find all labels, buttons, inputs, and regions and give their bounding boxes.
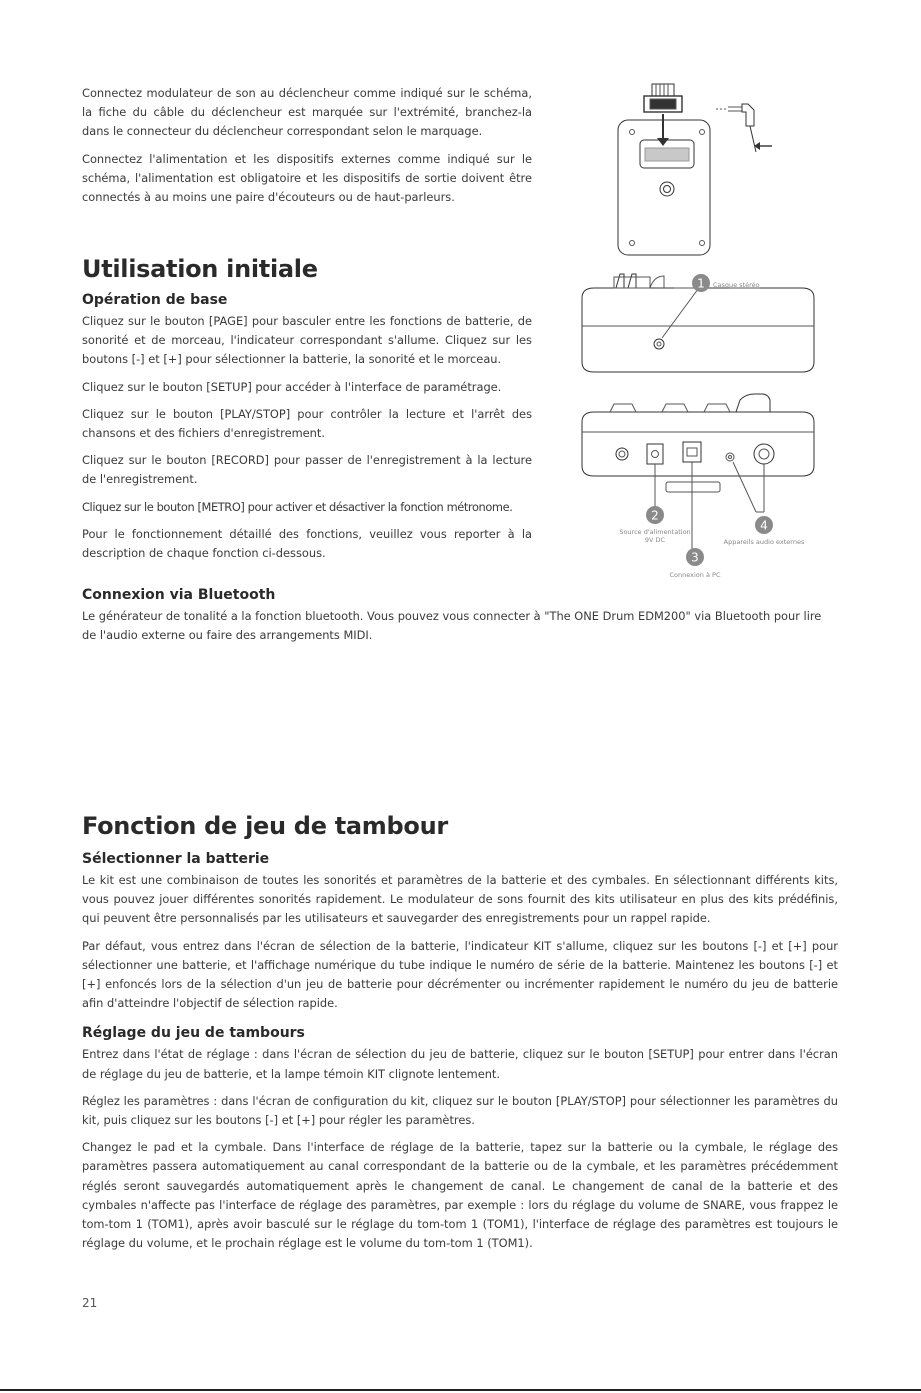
paragraph-play-stop-button: Cliquez sur le bouton [PLAY/STOP] pour contrôler la lecture et l'arrêt des chansons et des fichiers d'enregistrement.: [82, 406, 532, 441]
callout-1-number: 1: [697, 276, 705, 291]
intro-paragraph-connect-power: Connectez l'alimentation et les dispositifs externes comme indiqué sur le schéma, l'alimentation est obligatoire et les dispositifs de sortie doivent être connectés à au moins une paire d'écouteurs ou de haut-parleurs.: [82, 151, 532, 205]
callout-2-power: [619, 506, 690, 544]
subsection-title-bluetooth: Connexion via Bluetooth: [82, 587, 276, 603]
callout-3-caption: Connexion à PC: [669, 571, 721, 579]
audio-jack-plug-icon: [716, 104, 772, 152]
paragraph-setup-button: Cliquez sur le bouton [SETUP] pour accéder à l'interface de paramétrage.: [82, 379, 502, 394]
paragraph-record-button: Cliquez sur le bouton [RECORD] pour passer de l'enregistrement à la lecture de l'enregistrement.: [82, 453, 532, 487]
bottom-rule: [0, 1389, 921, 1391]
paragraph-adjust-parameters: Réglez les paramètres : dans l'écran de configuration du kit, cliquez sur le bouton [PLAY/STOP] pour sélectionner les paramètres du kit, puis cliquez sur les boutons [-] et [+] pour régler les paramètres.: [82, 1093, 838, 1128]
callout-1-caption: Casque stéréo: [713, 281, 760, 289]
callout-2-caption-line1: Source d'alimentation: [619, 528, 691, 536]
callout-2-caption-line2: 9V DC: [644, 536, 666, 544]
callout-2-number: 2: [651, 508, 659, 523]
drum-function-section: [82, 811, 838, 1261]
paragraph-bluetooth: Le générateur de tonalité a la fonction bluetooth. Vous pouvez vous connecter à "The ONE Drum EDM200" via Bluetooth pour lire de l'audio externe ou faire des arrangements MIDI.: [82, 609, 822, 643]
page-number: 21: [82, 1296, 98, 1310]
callout-4-caption: Appareils audio externes: [723, 538, 805, 546]
paragraph-change-pad: Changez le pad et la cymbale. Dans l'interface de réglage de la batterie, tapez sur la batterie ou la cymbale, le réglage des paramètres passera automatiquement au canal correspondant de la batterie ou de la cymbale, et les paramètres précédemment réglés seront sauvegardés automatiquement après le changement de canal. Le changement de canal de la batterie et des cymbales n'affecte pas l'interface de réglage des paramètres, par exemple : lors du réglage du volume de SNARE, vous frappez le tom-tom 1 (TOM1), après avoir basculé sur le réglage du tom-tom 1 (TOM1), l'interface de réglage des paramètres est toujours le réglage du volume, et le prochain réglage est le volume du tom-tom 1 (TOM1).: [82, 1140, 838, 1251]
callout-4-audio-devices: [724, 516, 805, 546]
initial-use-section: [82, 254, 532, 571]
paragraph-metro-button: Cliquez sur le bouton [METRO] pour activer et désactiver la fonction métronome.: [82, 499, 513, 514]
intro-paragraph-connect-module: Connectez modulateur de son au déclencheur comme indiqué sur le schéma, la fiche du câble du déclencheur est marquée sur l'extrémité, branchez-la dans le connecteur du déclencheur correspondant selon le marquage.: [82, 86, 532, 139]
callout-3-number: 3: [691, 550, 699, 565]
paragraph-kit-definition: Le kit est une combinaison de toutes les sonorités et paramètres de la batterie et des cymbales. En sélectionnant différents kits, vous pouvez jouer différentes sonorités rapidement. Le modulateur de sons fournit des kits utilisateur en plus des kits prédéfinis, qui peuvent être personnalisés par les utilisateurs et sauvegarder des enregistrements pour un rappel rapide.: [82, 873, 838, 926]
bluetooth-section: [82, 585, 838, 653]
subsection-title-select-kit: Sélectionner la batterie: [82, 851, 270, 867]
intro-section: [82, 84, 532, 215]
callout-1-headphone: [692, 274, 760, 292]
paragraph-kit-default-selection: Par défaut, vous entrez dans l'écran de sélection de la batterie, l'indicateur KIT s'allume, cliquez sur les boutons [-] et [+] pour sélectionner une batterie, et l'affichage numérique du tube indique le numéro de série de la batterie. Maintenez les boutons [-] et [+] enfoncés lors de la sélection d'un jeu de batterie pour décrémenter ou incrémenter rapidement le numéro du jeu de batterie afin d'atteindre l'objectif de sélection rapide.: [82, 938, 838, 1011]
section-title-drum-function: Fonction de jeu de tambour: [82, 812, 448, 840]
callout-4-number: 4: [760, 518, 768, 533]
trigger-cable-plug-icon: [644, 84, 682, 112]
paragraph-enter-settings: Entrez dans l'état de réglage : dans l'écran de sélection du jeu de batterie, cliquez sur le bouton [SETUP] pour entrer dans l'écran de réglage du jeu de batterie, et la lampe témoin KIT clignote lentement.: [82, 1047, 838, 1081]
subsection-title-basic-operation: Opération de base: [82, 292, 228, 308]
section-title-initial-use: Utilisation initiale: [82, 255, 318, 283]
paragraph-detailed-operation: Pour le fonctionnement détaillé des fonctions, veuillez vous reporter à la description de chaque fonction ci-dessous.: [82, 526, 532, 561]
callout-3-pc: [670, 548, 721, 579]
paragraph-page-button: Cliquez sur le bouton [PAGE] pour basculer entre les fonctions de batterie, de sonorité et de morceau, l'indicateur correspondant s'allume. Cliquez sur les boutons [-] et [+] pour sélectionner la batterie, la sonorité et le morceau.: [82, 314, 532, 367]
sound-module-back-icon: [618, 120, 710, 255]
sound-module-ports-icon: [582, 394, 814, 492]
connection-diagram: [570, 80, 830, 590]
subsection-title-kit-settings: Réglage du jeu de tambours: [82, 1025, 305, 1042]
